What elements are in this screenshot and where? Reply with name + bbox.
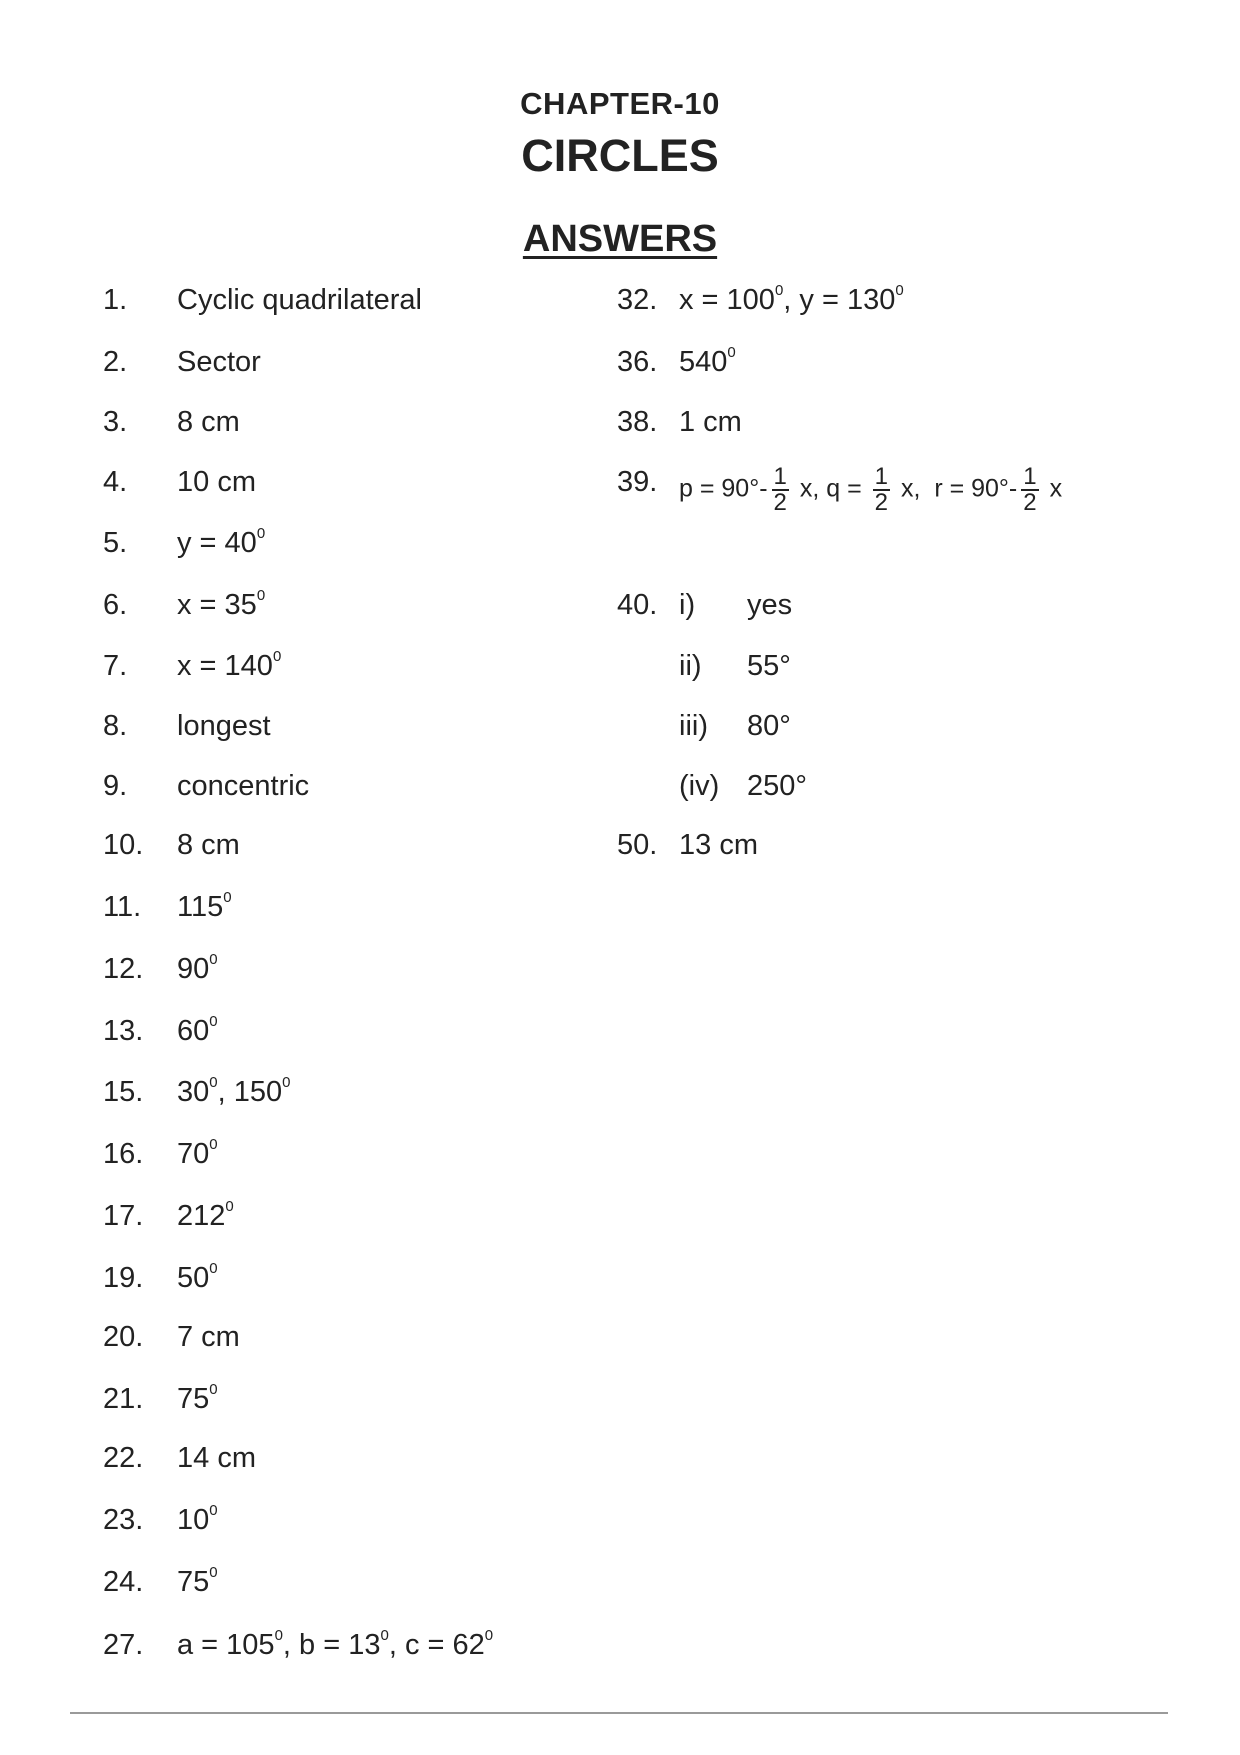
- question-number: 8.: [103, 710, 128, 742]
- question-number: 22.: [103, 1442, 144, 1474]
- answer-formula: p = 90°- $\frac{1}{2}$ x, q = $\frac{1}{2}$ x, r = 90°- $\frac{1}{2}$ x: [679, 463, 1063, 516]
- answer-text: 8 cm: [177, 829, 240, 861]
- fraction-half: $\frac{1}{2}$: [773, 463, 787, 516]
- question-number: 11.: [103, 891, 142, 923]
- answer-text: $x = 35^0$: [177, 587, 266, 621]
- answer-text: concentric: [177, 770, 310, 802]
- question-number: 16.: [103, 1138, 144, 1170]
- question-number: 15.: [103, 1076, 144, 1108]
- answer-text: $x = 140^0$: [177, 648, 282, 682]
- answer-text: $70^0$: [177, 1136, 218, 1170]
- question-number: 17.: [103, 1200, 144, 1232]
- answer-text: $90^0$: [177, 951, 218, 985]
- question-number: 3.: [103, 406, 128, 438]
- answer-text: longest: [177, 710, 271, 742]
- question-number: 10.: [103, 829, 144, 861]
- chapter-title: CIRCLES: [521, 130, 719, 181]
- question-number: 13.: [103, 1015, 144, 1047]
- answer-text: Cyclic quadrilateral: [177, 284, 422, 316]
- sub-label: (iv): [679, 770, 720, 802]
- question-number: 50.: [617, 829, 658, 861]
- answer-text: $y = 40^0$: [177, 525, 266, 559]
- answer-text: 7 cm: [177, 1321, 240, 1353]
- question-number: 40.: [617, 589, 658, 621]
- question-number: 1.: [103, 284, 128, 316]
- answer-text: 10 cm: [177, 466, 256, 498]
- sub-label: iii): [679, 710, 708, 742]
- answer-text: 14 cm: [177, 1442, 256, 1474]
- sub-label: ii): [679, 650, 702, 682]
- answer-text: $x = 100^0$, $y = 130^0$: [679, 282, 904, 316]
- question-number: 19.: [103, 1262, 144, 1294]
- sub-value: 80°: [747, 710, 791, 742]
- fraction-half: $\frac{1}{2}$: [874, 463, 888, 516]
- answer-text: $75^0$: [177, 1381, 218, 1415]
- answer-text: $115^0$: [177, 889, 232, 923]
- answers-heading: ANSWERS: [522, 218, 718, 260]
- answer-text: $60^0$: [177, 1013, 218, 1047]
- answer-text: $540^0$: [679, 344, 736, 378]
- question-number: 32.: [617, 284, 658, 316]
- answer-text: $75^0$: [177, 1564, 218, 1598]
- sub-label: i): [679, 589, 696, 621]
- question-number: 39.: [617, 466, 658, 498]
- question-number: 5.: [103, 527, 128, 559]
- question-number: 2.: [103, 346, 128, 378]
- question-number: 24.: [103, 1566, 144, 1598]
- question-number: 21.: [103, 1383, 144, 1415]
- chapter-label: CHAPTER-10: [520, 86, 720, 121]
- question-number: 4.: [103, 466, 128, 498]
- footer-divider: [70, 1712, 1168, 1714]
- answer-text: Sector: [177, 346, 261, 378]
- question-number: 9.: [103, 770, 128, 802]
- fraction-half: $\frac{1}{2}$: [1023, 463, 1037, 516]
- answer-text: 1 cm: [679, 406, 742, 438]
- question-number: 12.: [103, 953, 144, 985]
- sub-value: 250°: [747, 770, 807, 802]
- answer-text: $212^0$: [177, 1198, 234, 1232]
- sub-value: yes: [747, 589, 793, 621]
- question-number: 27.: [103, 1629, 144, 1661]
- sub-value: 55°: [747, 650, 791, 682]
- question-number: 23.: [103, 1504, 144, 1536]
- answer-text: 13 cm: [679, 829, 758, 861]
- question-number: 38.: [617, 406, 658, 438]
- question-number: 7.: [103, 650, 128, 682]
- answer-text: $50^0$: [177, 1260, 218, 1294]
- question-number: 36.: [617, 346, 658, 378]
- answer-text: 8 cm: [177, 406, 240, 438]
- answer-text: $30^0$, $150^0$: [177, 1074, 291, 1108]
- question-number: 20.: [103, 1321, 144, 1353]
- answer-text: $a = 105^0$, $b = 13^0$, $c = 62^0$: [177, 1627, 494, 1661]
- answer-text: $10^0$: [177, 1502, 218, 1536]
- question-number: 6.: [103, 589, 128, 621]
